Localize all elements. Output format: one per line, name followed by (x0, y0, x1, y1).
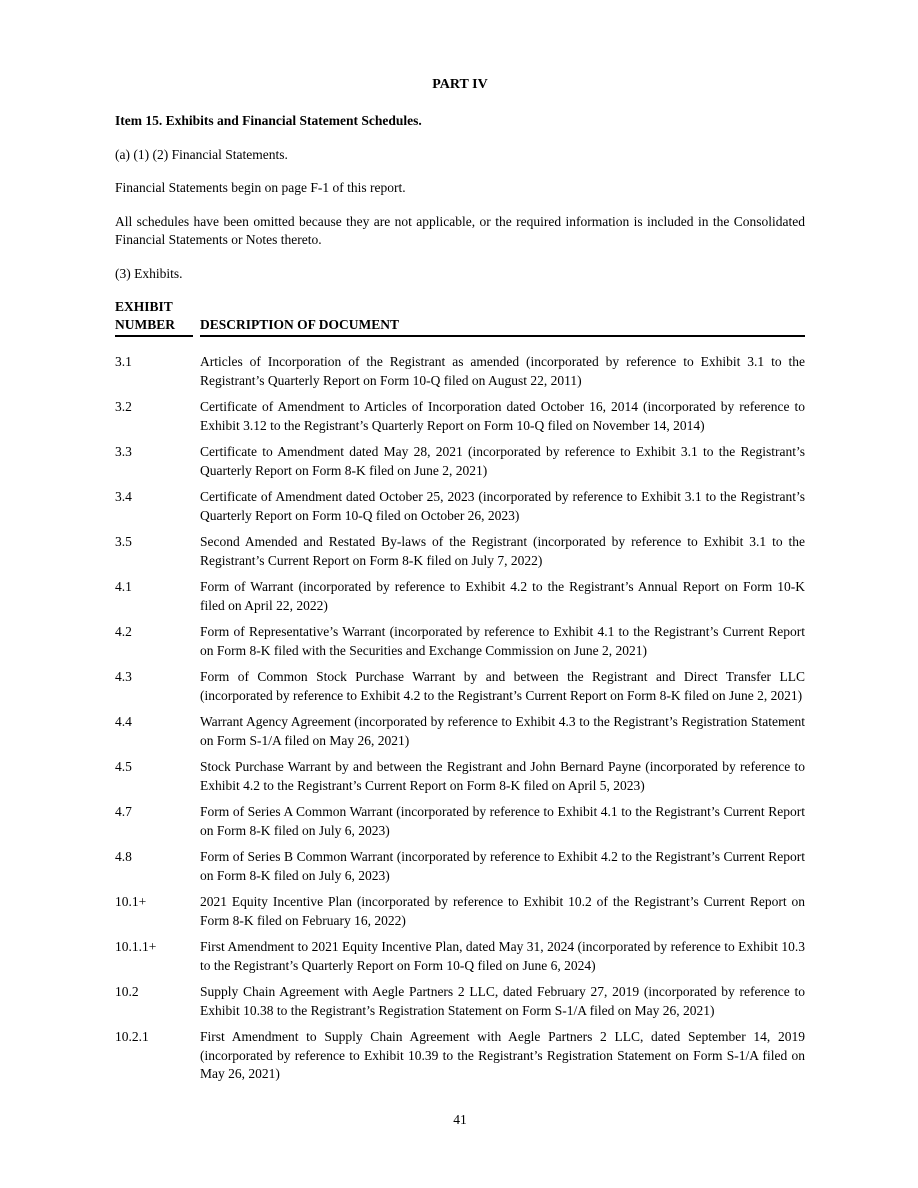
exhibit-table-header (115, 298, 805, 337)
paragraph-financial-statements-label: (a) (1) (2) Financial Statements. (115, 146, 288, 162)
exhibit-description: Form of Representative’s Warrant (incorporated by reference to Exhibit 4.1 to the Registrant’s Current Report on Form 8-K filed with the Securities and Exchange Commission on June 2, 2021) (200, 624, 805, 658)
exhibit-number: 10.1+ (115, 894, 147, 909)
exhibit-number: 4.3 (115, 669, 132, 684)
exhibit-number: 4.8 (115, 849, 132, 864)
exhibit-number: 4.1 (115, 579, 132, 594)
exhibit-description: Warrant Agency Agreement (incorporated by reference to Exhibit 4.3 to the Registrant’s Registration Statement on Form S-1/A filed on May 26, 2021) (200, 714, 805, 748)
table-row (115, 578, 805, 615)
exhibit-number: 3.1 (115, 354, 132, 369)
table-row (115, 1028, 805, 1084)
exhibit-description: First Amendment to 2021 Equity Incentive Plan, dated May 31, 2024 (incorporated by reference to Exhibit 10.3 to the Registrant’s Quarterly Report on Form 10-Q filed on June 6, 2024) (200, 939, 805, 973)
table-row (115, 893, 805, 930)
exhibit-number-column-header (115, 298, 193, 337)
table-row (115, 938, 805, 975)
exhibit-description: Supply Chain Agreement with Aegle Partners 2 LLC, dated February 27, 2019 (incorporated by reference to Exhibit 10.38 to the Registrant’s Registration Statement on Form S-1/A filed on May 26, 2021) (200, 984, 805, 1018)
exhibit-description: Certificate of Amendment to Articles of Incorporation dated October 16, 2014 (incorporated by reference to Exhibit 3.12 to the Registrant’s Quarterly Report on Form 10-Q filed on November 14, 2014) (200, 399, 805, 433)
exhibit-number: 10.1.1+ (115, 939, 157, 954)
table-row (115, 443, 805, 480)
table-row (115, 983, 805, 1020)
description-column-header (200, 298, 805, 337)
exhibit-description: 2021 Equity Incentive Plan (incorporated by reference to Exhibit 10.2 of the Registrant’s Current Report on Form 8-K filed on February 16, 2022) (200, 894, 805, 928)
exhibit-description: Certificate to Amendment dated May 28, 2021 (incorporated by reference to Exhibit 3.1 to the Registrant’s Quarterly Report on Form 8-K filed on June 2, 2021) (200, 444, 805, 478)
description-header-label: DESCRIPTION OF DOCUMENT (200, 317, 400, 332)
exhibit-description: Form of Series A Common Warrant (incorporated by reference to Exhibit 4.1 to the Registrant’s Current Report on Form 8-K filed on July 6, 2023) (200, 804, 805, 838)
exhibit-number: 4.5 (115, 759, 132, 774)
exhibit-description: Form of Warrant (incorporated by reference to Exhibit 4.2 to the Registrant’s Annual Report on Form 10-K filed on April 22, 2022) (200, 579, 805, 613)
table-row (115, 803, 805, 840)
item-heading: Item 15. Exhibits and Financial Statement Schedules. (115, 113, 422, 128)
table-row (115, 758, 805, 795)
exhibit-number: 3.5 (115, 534, 132, 549)
exhibit-description: First Amendment to Supply Chain Agreement with Aegle Partners 2 LLC, dated September 14, 2019 (incorporated by reference to Exhibit 10.39 to the Registrant’s Registration Statement on Form S-1/A filed on May 26, 2021) (200, 1029, 805, 1081)
exhibit-number: 4.4 (115, 714, 132, 729)
table-row (115, 668, 805, 705)
exhibit-number: 3.2 (115, 399, 132, 414)
table-row (115, 398, 805, 435)
exhibit-number: 4.7 (115, 804, 132, 819)
exhibit-number: 10.2 (115, 984, 139, 999)
exhibit-description: Form of Common Stock Purchase Warrant by and between the Registrant and Direct Transfer LLC (incorporated by reference to Exhibit 4.2 to the Registrant’s Current Report on Form 8-K filed on June 2, 2021) (200, 669, 805, 703)
exhibit-number: 3.3 (115, 444, 132, 459)
exhibit-number: 3.4 (115, 489, 132, 504)
table-row (115, 713, 805, 750)
part-title: PART IV (432, 77, 488, 92)
exhibit-description: Articles of Incorporation of the Registrant as amended (incorporated by reference to Exhibit 3.1 to the Registrant’s Quarterly Report on Form 10-Q filed on August 22, 2011) (200, 354, 805, 388)
table-row (115, 353, 805, 390)
table-row (115, 533, 805, 570)
exhibit-description: Certificate of Amendment dated October 25, 2023 (incorporated by reference to Exhibit 3.1 to the Registrant’s Quarterly Report on Form 10-Q filed on October 26, 2023) (200, 489, 805, 523)
page-number: 41 (453, 1111, 467, 1127)
exhibit-header-line1: EXHIBIT (115, 299, 173, 314)
exhibit-number: 10.2.1 (115, 1029, 149, 1044)
exhibit-description: Form of Series B Common Warrant (incorporated by reference to Exhibit 4.2 to the Registrant’s Current Report on Form 8-K filed on July 6, 2023) (200, 849, 805, 883)
exhibit-number: 4.2 (115, 624, 132, 639)
table-row (115, 848, 805, 885)
paragraph-schedules-omitted: All schedules have been omitted because they are not applicable, or the required information is included in the Consolidated Financial Statements or Notes thereto. (115, 213, 805, 247)
table-row (115, 488, 805, 525)
paragraph-exhibits-label: (3) Exhibits. (115, 265, 183, 281)
paragraph-financial-statements-begin: Financial Statements begin on page F-1 of this report. (115, 180, 406, 195)
exhibit-table (115, 298, 805, 1084)
table-row (115, 623, 805, 660)
exhibit-header-line2: NUMBER (115, 317, 175, 332)
exhibit-description: Second Amended and Restated By-laws of the Registrant (incorporated by reference to Exhibit 3.1 to the Registrant’s Current Report on Form 8-K filed on July 7, 2022) (200, 534, 805, 568)
exhibit-description: Stock Purchase Warrant by and between the Registrant and John Bernard Payne (incorporated by reference to Exhibit 4.2 to the Registrant’s Current Report on Form 8-K filed on April 5, 2023) (200, 759, 805, 793)
